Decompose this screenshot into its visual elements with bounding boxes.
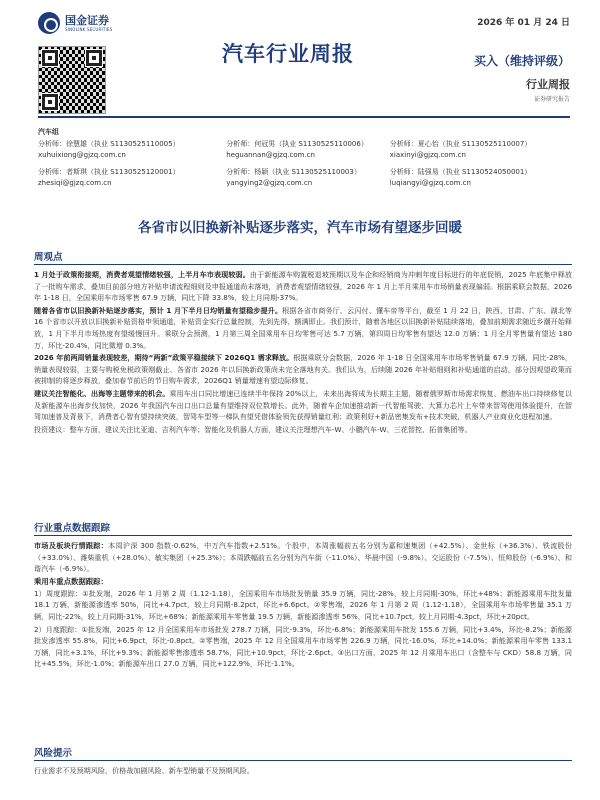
paragraph-lead: 1 月处于政策衔接期，消费者观望情绪较强，上半月车市表现较弱。 (34, 270, 250, 279)
logo-name: 国金证券 (65, 13, 109, 27)
logo-english-name: SINOLINK SECURITIES (65, 26, 113, 32)
analyst-name: 分析师：何冠男（执业 S1130525110006） (226, 140, 368, 148)
monthly-data-paragraph: 2）月度跟踪：①批发端，2025 年 12 月全国乘用车市场批发 278.7 万辆，同比-9.3%，环比-6.8%；新能源乘用车批发 155.6 万辆，同比+3.4%，环比-8.2%；新能源批发渗透率 55.8%，同比+6.9pct，环比-0.8pct。②零售端，2025 年 12 月全国乘用车市场零售 226.9 万辆，同比-16.0%，环比+14.0%；新能源乘用车零售 133.1 万辆，同比+3.1%，环比+9.3%；新能源零售渗透率 58.7%，同比+10.9pct，环比-2.6pct。③出口方面，2025 年 12 月乘用车出口（含整车与 CKD）58.8 万辆，同比+45.5%，环比-1.0%；新能源车出口 27.0 万辆，同比+122.9%，环比-1.1%。 (34, 624, 572, 669)
weekly-view-section (34, 249, 572, 436)
analyst-entry (38, 167, 226, 189)
report-headline: 各省市以旧换新补贴逐步落实，汽车市场有望逐步回暖 (138, 220, 462, 236)
weekly-data-paragraph: 1）周度跟踪：①批发端，2026 年 1 月第 2 周（1.12-1.18），全国乘用车市场批发销量 35.9 万辆，同比-28%，较上月同期-30%，环比+48%；新能源乘用车批发量 18.1 万辆，新能源渗透率 50%，同比+4.7pct，较上月同期-8.2pct，环比+6.6pct。②零售端，2026 年 1 月第 2 周（1.12-1.18），全国乘用车市场零售量 35.1 万辆，同比-22%，较上月同期-31%，环比+68%；新能源乘用车零售量 19.5 万辆，新能源渗透率 56%，同比+10.7pct，较上月同期-4.3pct，环比+20pct。 (34, 588, 572, 621)
analyst-entry (226, 139, 389, 161)
analyst-email[interactable]: yangying2@gjzq.com.cn (226, 179, 313, 187)
risk-section (34, 745, 572, 778)
header-divider (38, 116, 570, 118)
analyst-block (38, 127, 578, 195)
data-tracking-section (34, 520, 572, 671)
section-title: 周观点 (34, 249, 572, 265)
report-header (0, 0, 600, 122)
risk-paragraph: 行业需求不及预期风险、价格战加剧风险、新车型销量不及预期风险。 (34, 766, 254, 775)
section-title: 风险提示 (34, 745, 572, 761)
paragraph-body: 由于新能源车购置税退坡预期以及车企和经销商为冲刺年度目标进行的年底促销，2025 年底集中释放了一批购车需求，叠加目前部分地方补贴申请流程细则及申报通道尚未落地，消费者观望情绪较强，2026 年 1 月上半月乘用车市场销量表现偏弱。根据乘联会数据，2026 年 1-18 日，全国乘用车市场零售 67.9 万辆，同比下降 33.8%，较上月同期-37%。 (34, 270, 572, 303)
paragraph-body: 乘用车出口同比增速已连续半年保持 20%以上，未来出海将成为长期主主题，随着俄罗斯市场需求恢复、燃油车出口持续修复以及新能源车出海步伐加快，2026 年我国汽车出口出口总量有望维持双位数增长。此外，随着车企加速推动新一代智能驾驶、大算力芯片上车带来智驾使用体验提升，在智驾加速普及背景下，消费者心智有望持续突破，智驾车型等一梯队有望凭借体验领先获得销量红利；政策利好+新品密集发布+技术突破，机器人产业商业化进程加速。 (34, 388, 572, 422)
report-type: 行业周报 (526, 78, 570, 91)
paragraph (34, 540, 572, 575)
paragraph (34, 269, 572, 304)
analyst-name: 分析师：徐慧雄（执业 S1130525110005） (38, 140, 180, 148)
analyst-entry (38, 139, 226, 161)
paragraph-lead: 市场及板块行情跟踪： (34, 541, 109, 550)
analyst-name: 分析师：陆强易（执业 S1130524050001） (389, 168, 532, 176)
section-title: 行业重点数据跟踪 (34, 520, 572, 536)
paragraph (34, 352, 572, 387)
report-date: 2026 年 01 月 24 日 (477, 18, 570, 28)
paragraph-body: 本周沪深 300 指数-0.62%，中万汽车指数+2.51%。个股中，本周涨幅前五名分别为嘉和速集团（+42.5%）、金世标（+36.3%）、铁流股份（+33.0%）、潍柴重机（+28.0%）、敏实集团（+25.3%）；本周跌幅前五名分别为汽车街（-11.0%）、华晨中国（-9.8%）、交运股份（-7.5%）、恒帅股份（-6.9%）、和谐汽车（-6.9%）。 (34, 541, 573, 574)
analyst-email[interactable]: xuhuixiong@gjzq.com.cn (38, 151, 126, 159)
subsection-title: 乘用车重点数据跟踪： (34, 576, 108, 586)
investment-advice: 投资建议：整车方面，建议关注比亚迪、吉利汽车等；智能化及机器人方面，建议关注理想汽车-W、小鹏汽车-W、三花智控、拓普集团等。 (34, 424, 472, 434)
analyst-entry (226, 167, 389, 189)
analyst-email[interactable]: luqiangyi@gjzq.com.cn (389, 179, 471, 187)
paragraph (34, 305, 572, 351)
company-logo (38, 12, 112, 34)
paragraph-lead: 2026 年前两周销量表现较差，期待“两新”政策平稳接续下 2026Q1 需求释放。 (34, 353, 294, 363)
analyst-name: 分析师：夏心怡（执业 S1130525110007） (389, 140, 532, 148)
paragraph-lead: 随着各省市以旧换新补贴逐步落实，预计 1 月下半月日均销量有望稳步提升。 (34, 305, 283, 315)
paragraph-body: 根据乘联分会数据，2026 年 1-18 日全国乘用车市场零售销量 67.9 万辆，同比-28%，销量表现较弱，主要与购税免税政策刚截止、各省市 2026 年以旧换新政策尚未完全落地有关。我们认为，后续随 2026 年补贴细则和补贴通道的启动，部分因观望政策而被抑制的将逐步释放，叠加春节前后的节日购车需求，2026Q1 销量增速有望边际修复。 (34, 353, 573, 386)
analyst-name: 分析师：者斯琪（执业 S1130525120001） (38, 168, 180, 176)
paragraph-lead: 建议关注智能化、出海等主题带来的机会。 (34, 388, 170, 398)
analyst-entry (390, 139, 578, 161)
analyst-email[interactable]: heguannan@gjzq.com.cn (226, 151, 315, 159)
analyst-row (38, 167, 578, 189)
analyst-entry (390, 167, 578, 189)
paragraph (34, 388, 572, 423)
analyst-name: 分析师：杨颖（执业 S1130525110003） (226, 168, 361, 176)
report-subtype: 证券研究报告 (533, 96, 570, 103)
analyst-row (38, 139, 578, 161)
paragraph-body: 根据各省市商务厅、云闪付、懂车帝等平台，截至 1 月 22 日，陕西、甘肃、广东、湖北等 16 个省市以开放以旧换新补贴资格申领通道，补贴资金实行总量控制，先到先得、额满即止。我们预计，随着各地区以旧换新补贴陆续落地，叠加前期需求随近乡潮开始释放，1 月下半月市场热度有望缓慢回升。乘联分会预测，1 月第三周全国乘用车日均零售可达 5.7 万辆，第四周日均零售有望达 12.0 万辆；1 月全月零售量有望达 180 万，环比-20.4%，同比微增 0.3%。 (34, 305, 572, 350)
logo-mark-icon (38, 12, 60, 34)
analyst-group-label: 汽车组 (38, 128, 59, 136)
analyst-email[interactable]: zhesiqi@gjzq.com.cn (38, 179, 112, 187)
rating-label: 买入（维持评级） (473, 54, 570, 68)
analyst-email[interactable]: xiaxinyi@gjzq.com.cn (389, 151, 466, 159)
qr-code-icon (38, 46, 106, 114)
report-title: 汽车行业周报 (222, 42, 354, 66)
